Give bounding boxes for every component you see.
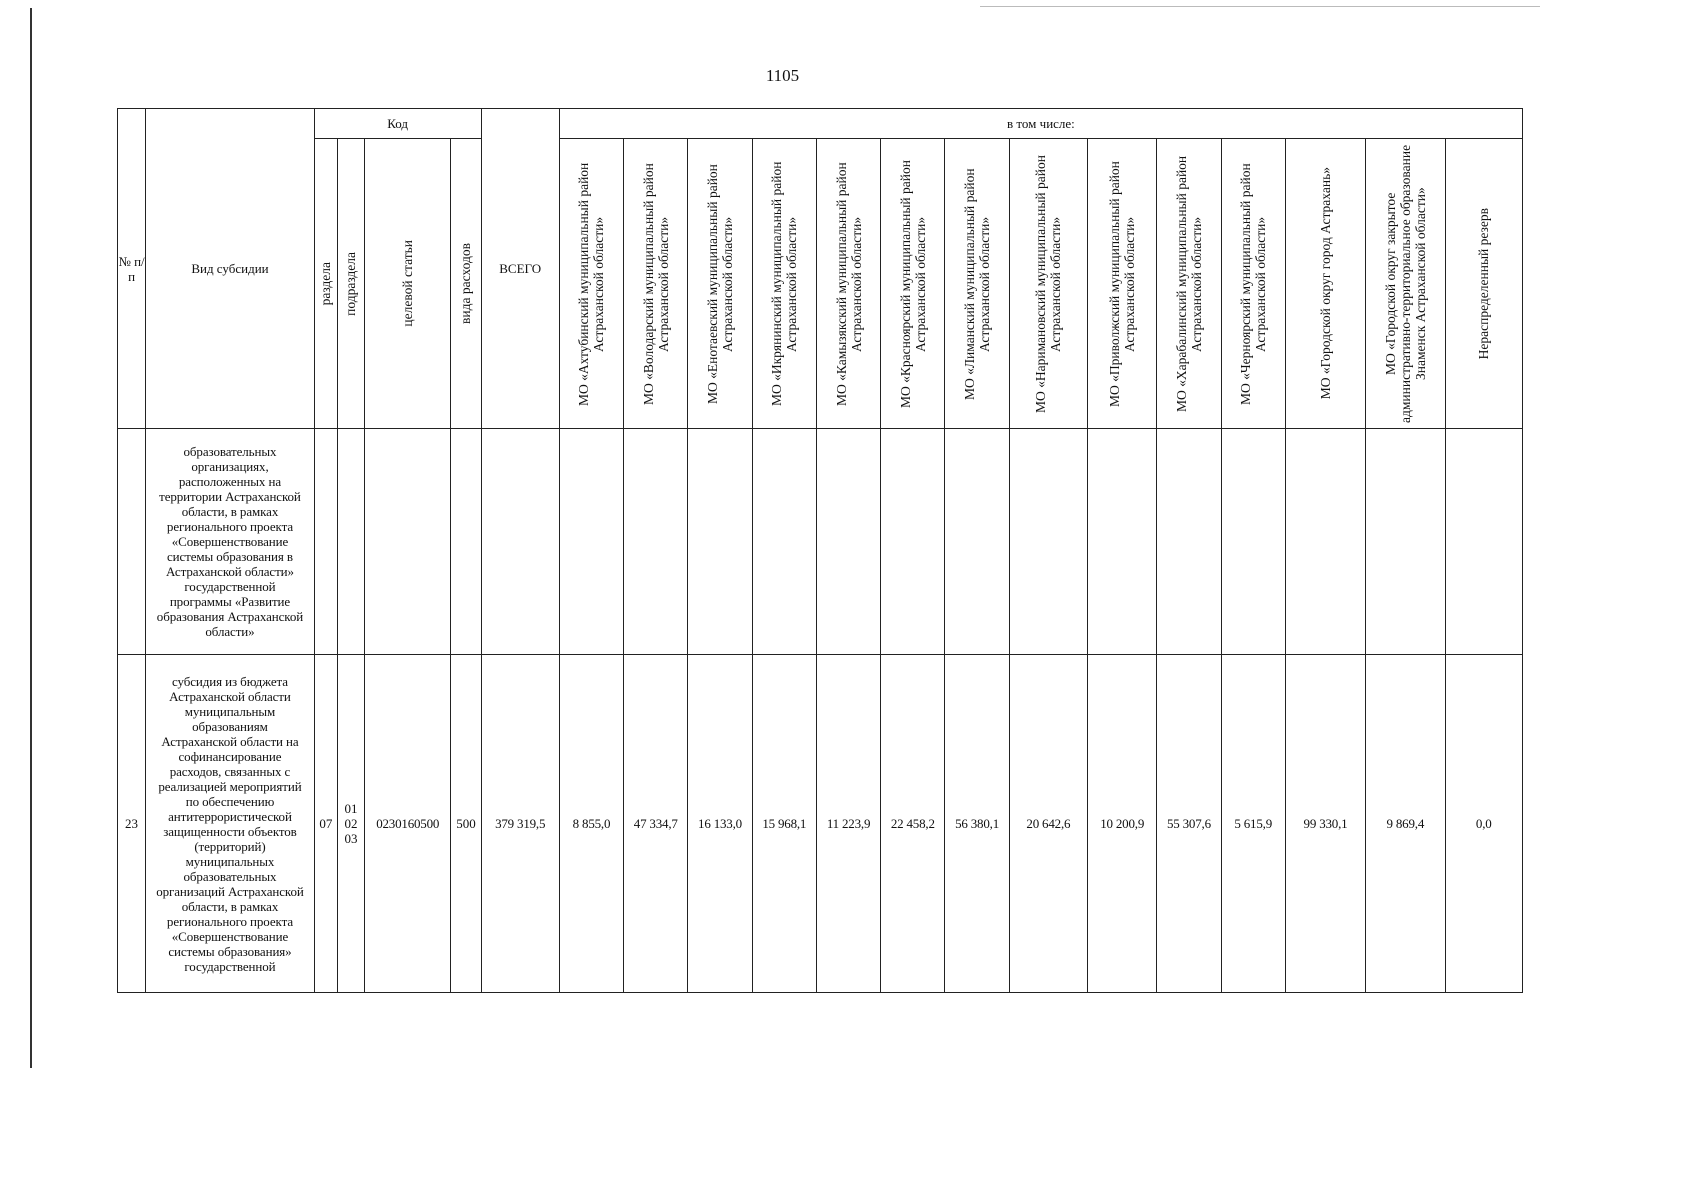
row-value-privolzhsky: 10 200,9 bbox=[1088, 655, 1157, 993]
header-district-kharabalinsky: МО «Харабалинский муниципальный район Астраханской области» bbox=[1157, 139, 1221, 429]
header-total: ВСЕГО bbox=[481, 109, 559, 429]
header-district-znamensk: МО «Городской округ закрытое административно-территориальное образование Знаменск Астраханской области» bbox=[1366, 139, 1445, 429]
row-num: 23 bbox=[118, 655, 146, 993]
row-value-limansky: 56 380,1 bbox=[945, 655, 1009, 993]
row-value bbox=[1221, 429, 1285, 655]
header-code-expense: вида расходов bbox=[451, 139, 481, 429]
row-num bbox=[118, 429, 146, 655]
row-value-krasnoyarsky: 22 458,2 bbox=[881, 655, 945, 993]
page-number: 1105 bbox=[765, 66, 800, 85]
header-district-chernoyarsky: МО «Черноярский муниципальный район Астраханской области» bbox=[1221, 139, 1285, 429]
row-value-akhtubinsky: 8 855,0 bbox=[559, 655, 623, 993]
row-value-ikryaninsky: 15 968,1 bbox=[752, 655, 816, 993]
row-code-subsection bbox=[337, 429, 364, 655]
header-row-1 bbox=[118, 109, 1523, 139]
header-code-section: раздела bbox=[314, 139, 337, 429]
header-undistributed-reserve: Нераспределенный резерв bbox=[1445, 139, 1523, 429]
header-code-target: целевой статьи bbox=[365, 139, 451, 429]
row-value bbox=[1157, 429, 1221, 655]
header-row-2 bbox=[118, 139, 1523, 429]
row-value-kamyzyaksky: 11 223,9 bbox=[816, 655, 880, 993]
top-scan-line bbox=[980, 6, 1540, 7]
header-district-limansky: МО «Лиманский муниципальный район Астраханской области» bbox=[945, 139, 1009, 429]
header-including: в том числе: bbox=[559, 109, 1522, 139]
row-value bbox=[1285, 429, 1365, 655]
row-code-target bbox=[365, 429, 451, 655]
row-code-section: 07 bbox=[314, 655, 337, 993]
row-value-chernoyarsky: 5 615,9 bbox=[1221, 655, 1285, 993]
table-row bbox=[118, 655, 1523, 993]
row-value bbox=[816, 429, 880, 655]
row-code-target: 0230160500 bbox=[365, 655, 451, 993]
header-district-enotaevsky: МО «Енотаевский муниципальный район Астраханской области» bbox=[688, 139, 752, 429]
row-value bbox=[1088, 429, 1157, 655]
row-value bbox=[559, 429, 623, 655]
row-total: 379 319,5 bbox=[481, 655, 559, 993]
header-district-astrakhan: МО «Городской округ город Астрахань» bbox=[1285, 139, 1365, 429]
row-code-expense bbox=[451, 429, 481, 655]
row-value-kharabalinsky: 55 307,6 bbox=[1157, 655, 1221, 993]
row-total bbox=[481, 429, 559, 655]
left-margin-line bbox=[30, 8, 32, 1068]
row-value-volodarsky: 47 334,7 bbox=[624, 655, 688, 993]
header-code-subsection: подраздела bbox=[337, 139, 364, 429]
subsidy-table bbox=[117, 108, 1523, 993]
header-district-privolzhsky: МО «Приволжский муниципальный район Астраханской области» bbox=[1088, 139, 1157, 429]
row-code-subsection: 01 02 03 bbox=[337, 655, 364, 993]
row-value-reserve: 0,0 bbox=[1445, 655, 1523, 993]
header-district-krasnoyarsky: МО «Красноярский муниципальный район Астраханской области» bbox=[881, 139, 945, 429]
row-value-enotaevsky: 16 133,0 bbox=[688, 655, 752, 993]
header-district-volodarsky: МО «Володарский муниципальный район Астраханской области» bbox=[624, 139, 688, 429]
row-code-section bbox=[314, 429, 337, 655]
header-code-group: Код bbox=[314, 109, 481, 139]
header-num: № п/п bbox=[118, 109, 146, 429]
header-district-akhtubinsky: МО «Ахтубинский муниципальный район Астраханской области» bbox=[559, 139, 623, 429]
row-value bbox=[1445, 429, 1523, 655]
row-value bbox=[1009, 429, 1087, 655]
row-value bbox=[881, 429, 945, 655]
header-district-kamyzyaksky: МО «Камызякский муниципальный район Астраханской области» bbox=[816, 139, 880, 429]
row-description: образовательных организациях, расположенных на территории Астраханской области, в рамках регионального проекта «Совершенствование системы образования в Астраханской области» государственной программы «Развитие образования Астраханской области» bbox=[146, 429, 315, 655]
row-value bbox=[945, 429, 1009, 655]
row-value-znamensk: 9 869,4 bbox=[1366, 655, 1445, 993]
header-district-ikryaninsky: МО «Икрянинский муниципальный район Астраханской области» bbox=[752, 139, 816, 429]
row-code-expense: 500 bbox=[451, 655, 481, 993]
row-value-narimanovsky: 20 642,6 bbox=[1009, 655, 1087, 993]
row-description: субсидия из бюджета Астраханской области муниципальным образованиям Астраханской области на софинансирование расходов, связанных с реализацией мероприятий по обеспечению антитеррористической защищенности объектов (территорий) муниципальных образовательных организаций Астраханской области, в рамках регионального проекта «Совершенствование системы образования» государственной bbox=[146, 655, 315, 993]
row-value-astrakhan: 99 330,1 bbox=[1285, 655, 1365, 993]
row-value bbox=[1366, 429, 1445, 655]
header-subsidy-type: Вид субсидии bbox=[146, 109, 315, 429]
row-value bbox=[624, 429, 688, 655]
header-district-narimanovsky: МО «Наримановский муниципальный район Астраханской области» bbox=[1009, 139, 1087, 429]
row-value bbox=[752, 429, 816, 655]
table-row bbox=[118, 429, 1523, 655]
row-value bbox=[688, 429, 752, 655]
